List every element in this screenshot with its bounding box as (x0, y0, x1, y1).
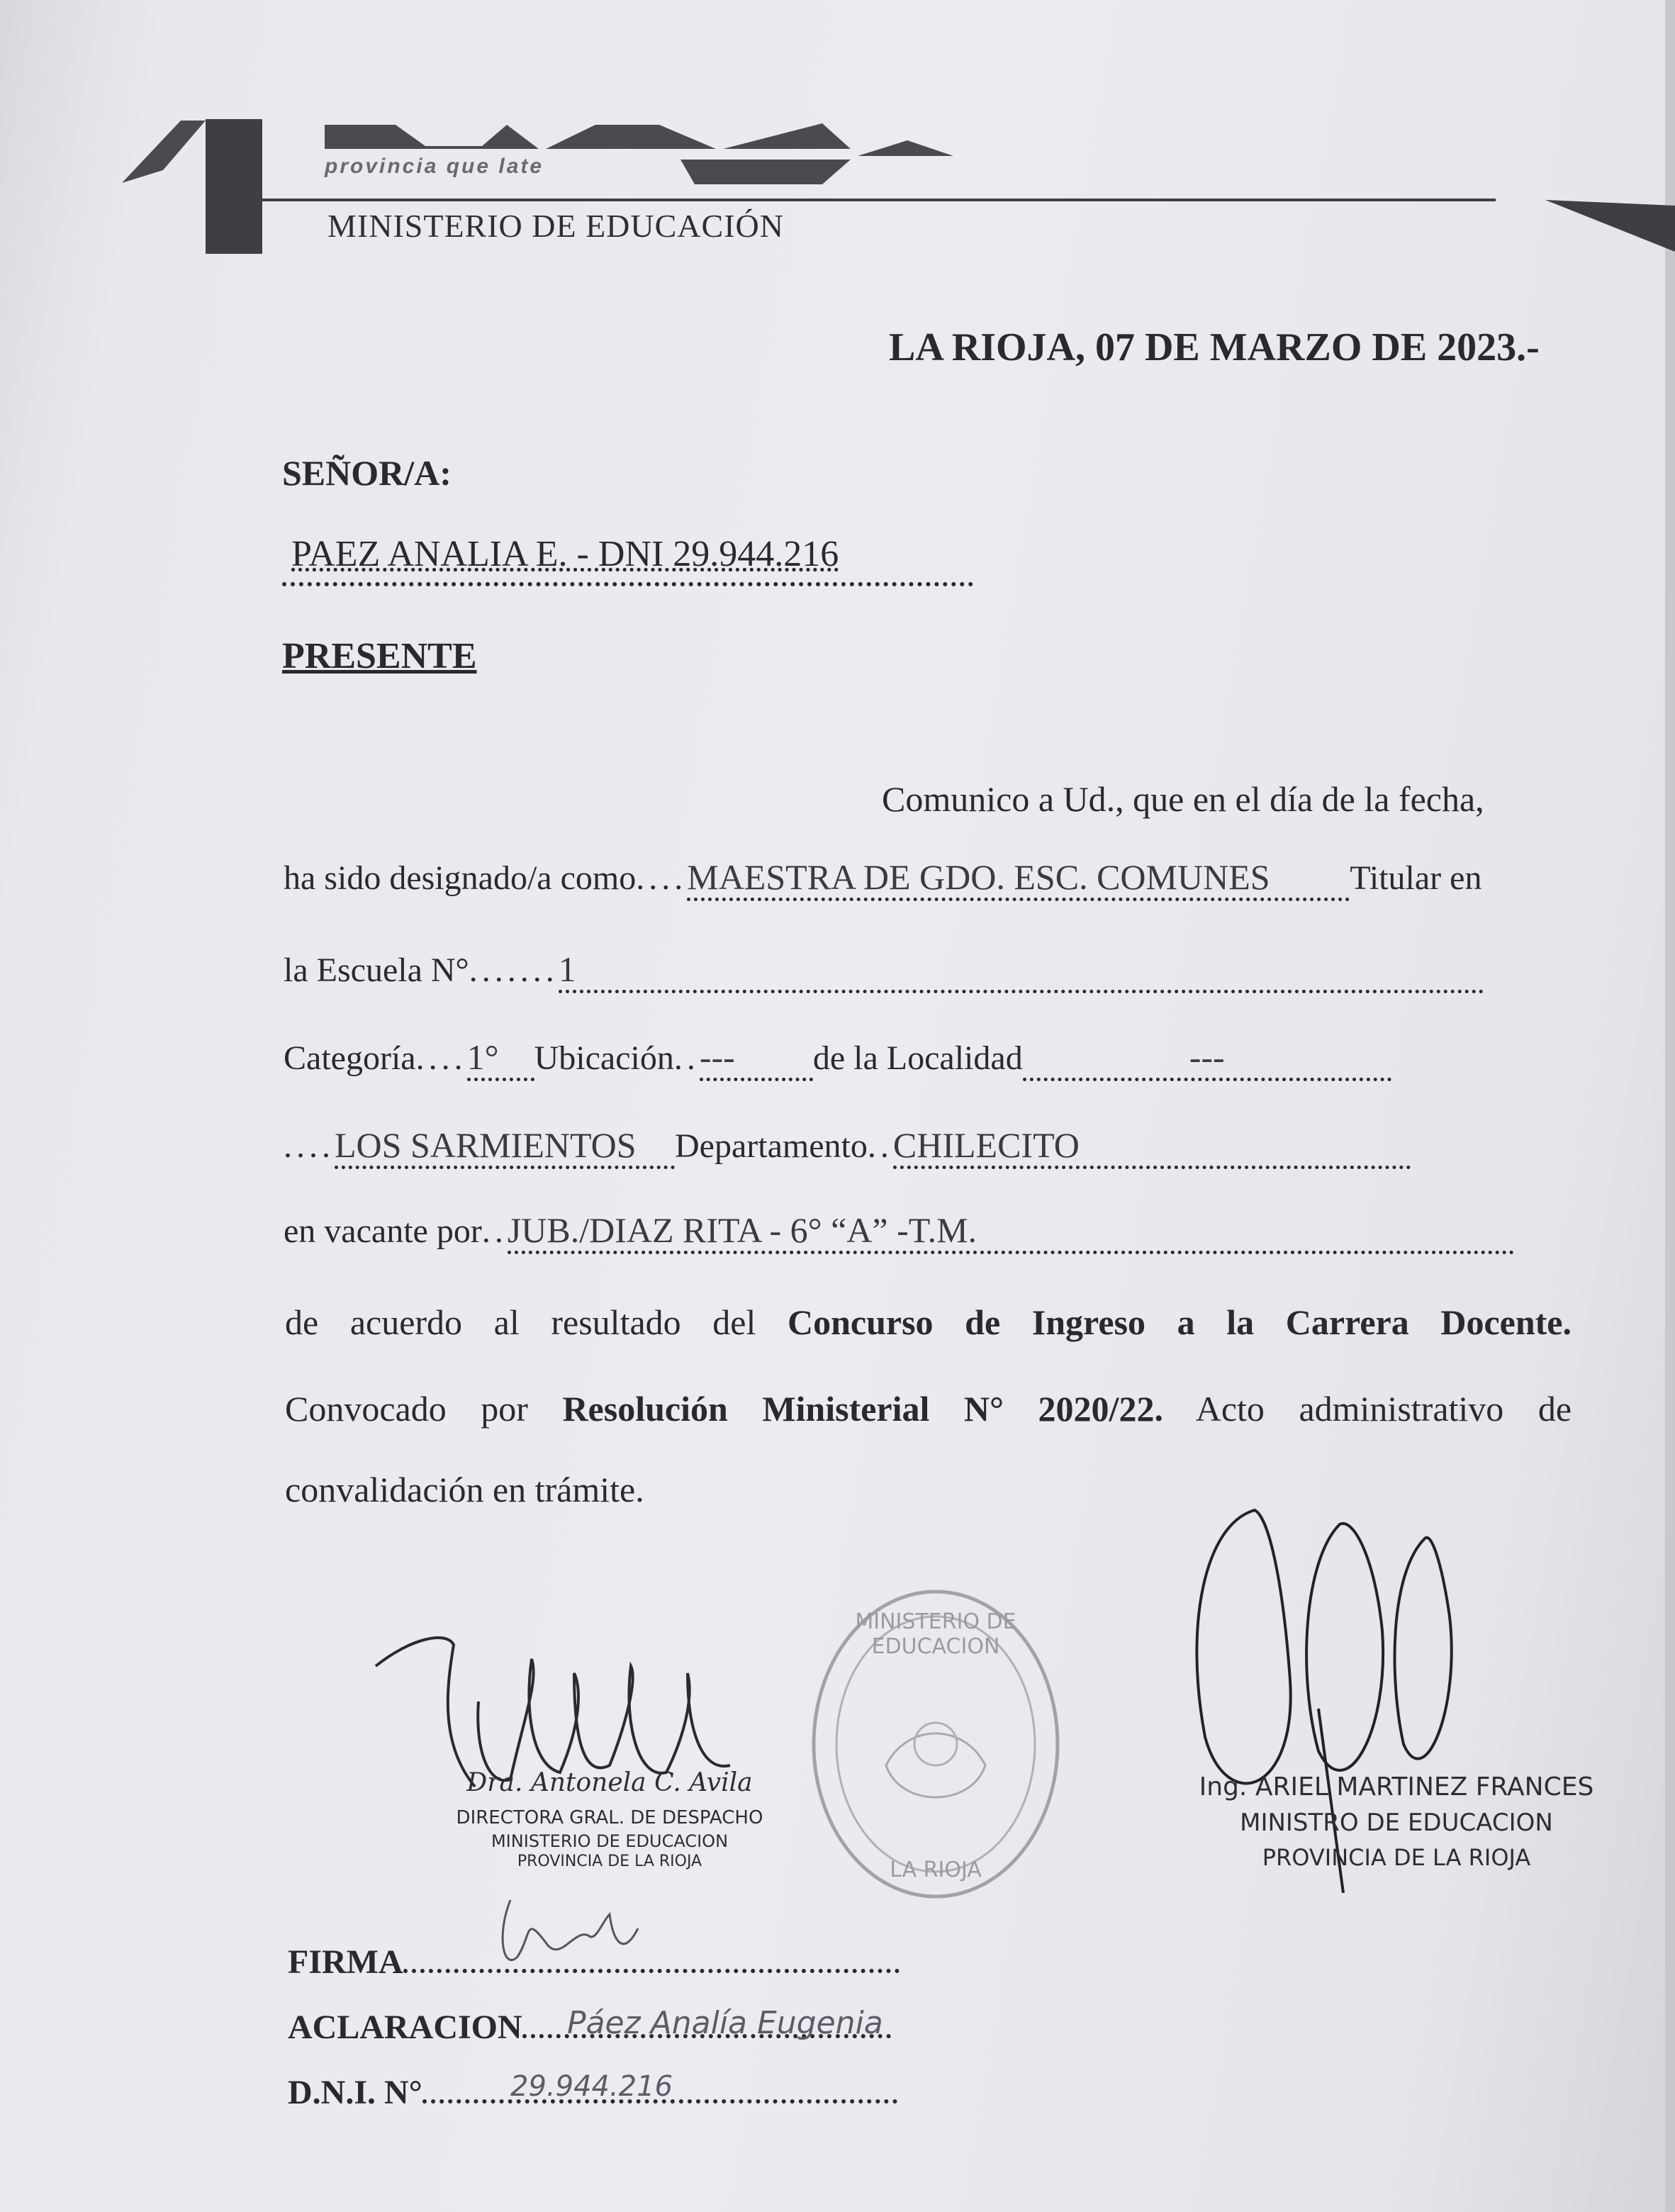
body-agreement (285, 1302, 1572, 1343)
recipient-signature-scribble (468, 1886, 652, 1985)
locality-dash-field: --- (1023, 1037, 1391, 1081)
agreement-text: de acuerdo al resultado del (285, 1302, 756, 1342)
titular-label: Titular en (1350, 859, 1482, 897)
contest-name: Concurso de Ingreso a la Carrera Docente. (787, 1302, 1572, 1342)
body-resolution (285, 1388, 1572, 1429)
page-edge (1665, 0, 1675, 2212)
logo-tagline: provincia que late (325, 155, 544, 178)
presente-heading: PRESENTE (282, 636, 477, 676)
resolution-number: Resolución Ministerial N° 2020/22. (562, 1389, 1163, 1429)
right-signatory-title: MINISTRO DE EDUCACION (1240, 1809, 1553, 1837)
vacancy-field: JUB./DIAZ RITA - 6° “A” -T.M. (508, 1210, 1514, 1254)
left-signatory-name: Dra. Antonela C. Avila (466, 1768, 753, 1797)
school-label: la Escuela N° (284, 951, 469, 989)
recipient-name-text: PAEZ ANALIA E. - DNI 29.944.216 (291, 534, 839, 574)
location-label: Ubicación (534, 1039, 674, 1077)
left-signatory-province: PROVINCIA DE LA RIOJA (517, 1853, 702, 1870)
right-signatory-name: Ing. ARIEL MARTINEZ FRANCES (1199, 1772, 1594, 1802)
body-line-category: Categoría....1° Ubicación..--- de la Localidad --- (284, 1037, 1391, 1081)
locality-field: LOS SARMIENTOS (335, 1124, 675, 1169)
ministry-name: MINISTERIO DE EDUCACIÓN (327, 208, 784, 244)
body-closing: convalidación en trámite. (285, 1470, 644, 1509)
firma-label: FIRMA (288, 1943, 403, 1981)
category-field: 1° (467, 1037, 534, 1081)
department-field: CHILECITO (893, 1124, 1411, 1169)
left-signatory-ministry: MINISTERIO DE EDUCACION (491, 1831, 729, 1851)
body-intro: Comunico a Ud., que en el día de la fecha, (882, 779, 1484, 819)
location-field: --- (700, 1037, 813, 1081)
left-signatory-title: DIRECTORA GRAL. DE DESPACHO (456, 1807, 763, 1828)
stamp-text-top: MINISTERIO DE EDUCACION (855, 1609, 1016, 1659)
right-signatory-province: PROVINCIA DE LA RIOJA (1262, 1844, 1531, 1871)
recipient-name (282, 533, 973, 586)
designated-label: ha sido designado/a como (284, 859, 637, 897)
act-text: Acto administrativo de (1195, 1389, 1572, 1429)
body-line-school: la Escuela N°.......1 (284, 949, 1484, 993)
locality-label: de la Localidad (812, 1039, 1023, 1077)
convoked-text: Convocado por (285, 1389, 528, 1429)
body-line-position: ha sido designado/a como....MAESTRA DE GDO. ESC. COMUNES Titular en (284, 856, 1481, 901)
aclaracion-handwritten: Páez Analía Eugenia (567, 2005, 883, 2041)
department-label: Departamento (675, 1127, 868, 1165)
dni-label: D.N.I. N° (288, 2074, 422, 2111)
letter-date: LA RIOJA, 07 DE MARZO DE 2023.- (889, 325, 1540, 369)
aclaracion-label: ACLARACION (288, 2009, 522, 2046)
stamp-text-bottom: LA RIOJA (890, 1858, 982, 1882)
vacancy-label: en vacante por (284, 1212, 482, 1250)
position-field: MAESTRA DE GDO. ESC. COMUNES (687, 856, 1350, 901)
salutation: SEÑOR/A: (282, 453, 452, 493)
body-line-locality: ....LOS SARMIENTOS Departamento..CHILECITO (284, 1124, 1411, 1169)
school-number-field: 1 (559, 949, 1484, 993)
body-line-vacancy: en vacante por..JUB./DIAZ RITA - 6° “A” -T.M. (284, 1210, 1514, 1254)
category-label: Categoría (284, 1039, 416, 1077)
dni-handwritten: 29.944.216 (510, 2070, 673, 2103)
